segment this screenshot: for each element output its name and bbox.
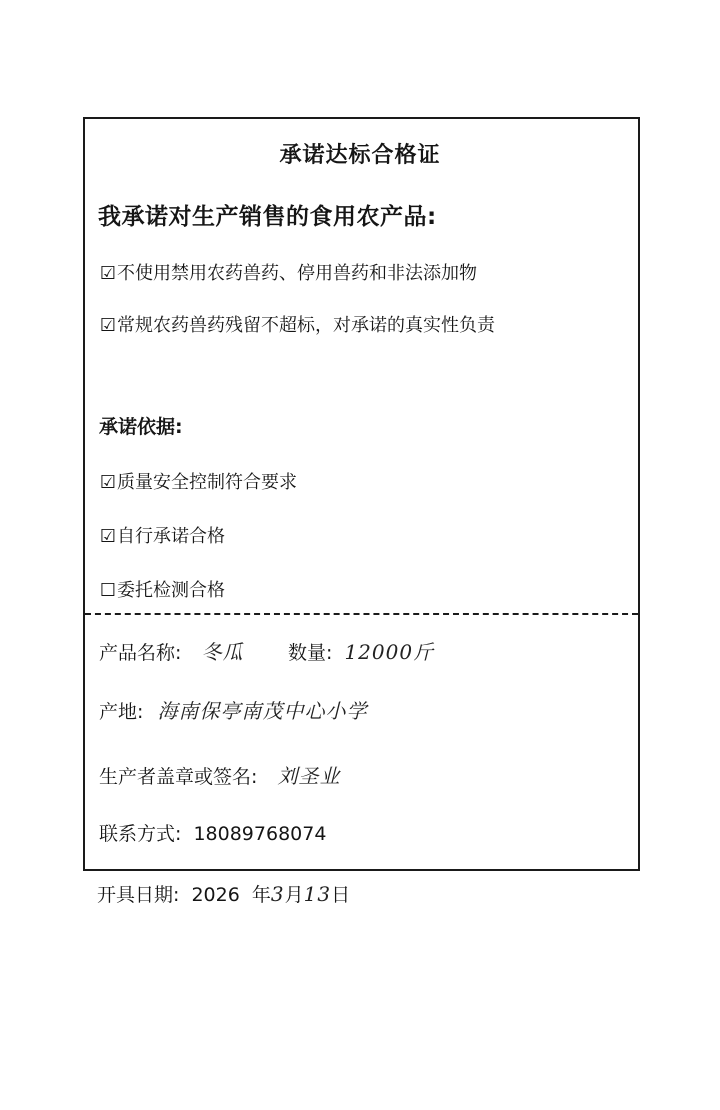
issue-date-label: 开具日期:	[97, 884, 180, 906]
product-name-value: 冬瓜	[201, 640, 244, 664]
basis-item	[99, 468, 297, 494]
contact-value: 18089768074	[193, 823, 327, 845]
basis-item	[99, 576, 225, 602]
checked-box-icon: ☑	[99, 263, 117, 284]
issue-month-unit: 月	[284, 884, 304, 906]
origin-value: 海南保亭南茂中心小学	[157, 699, 368, 723]
issue-year: 2026	[191, 884, 240, 906]
producer-signature: 刘圣业	[277, 764, 341, 788]
issue-year-unit: 年	[251, 884, 271, 906]
origin-label: 产地:	[99, 701, 144, 723]
product-name-label: 产品名称:	[99, 642, 182, 664]
origin-field	[99, 695, 367, 724]
basis-text: 自行承诺合格	[117, 526, 225, 547]
commitment-item	[99, 311, 495, 337]
quantity-label: 数量:	[288, 642, 333, 664]
checked-box-icon: ☑	[99, 315, 117, 336]
commitment-text: 常规农药兽药残留不超标，对承诺的真实性负责	[117, 315, 495, 336]
checked-box-icon: ☑	[99, 526, 117, 547]
quantity-field	[288, 636, 434, 665]
commitment-text: 不使用禁用农药兽药、停用兽药和非法添加物	[117, 263, 477, 284]
dashed-divider	[85, 613, 638, 615]
commitment-heading: 我承诺对生产销售的食用农产品:	[98, 204, 437, 230]
producer-label: 生产者盖章或签名:	[99, 766, 258, 788]
issue-day-unit: 日	[331, 884, 351, 906]
basis-text: 质量安全控制符合要求	[117, 472, 297, 493]
checked-box-icon: ☑	[99, 472, 117, 493]
issue-month: 3	[270, 882, 285, 906]
quantity-value: 12000斤	[344, 640, 435, 664]
contact-label: 联系方式:	[99, 823, 182, 845]
issue-day: 13	[303, 882, 332, 906]
issue-date	[97, 880, 350, 907]
basis-heading: 承诺依据:	[99, 416, 183, 438]
commitment-item	[99, 259, 477, 285]
certificate-title: 承诺达标合格证	[279, 143, 441, 168]
basis-text: 委托检测合格	[117, 580, 225, 601]
product-name-field	[99, 636, 243, 665]
contact-field	[99, 819, 326, 846]
unchecked-box-icon: ☐	[99, 580, 117, 601]
basis-item	[99, 522, 225, 548]
producer-field	[99, 760, 340, 789]
